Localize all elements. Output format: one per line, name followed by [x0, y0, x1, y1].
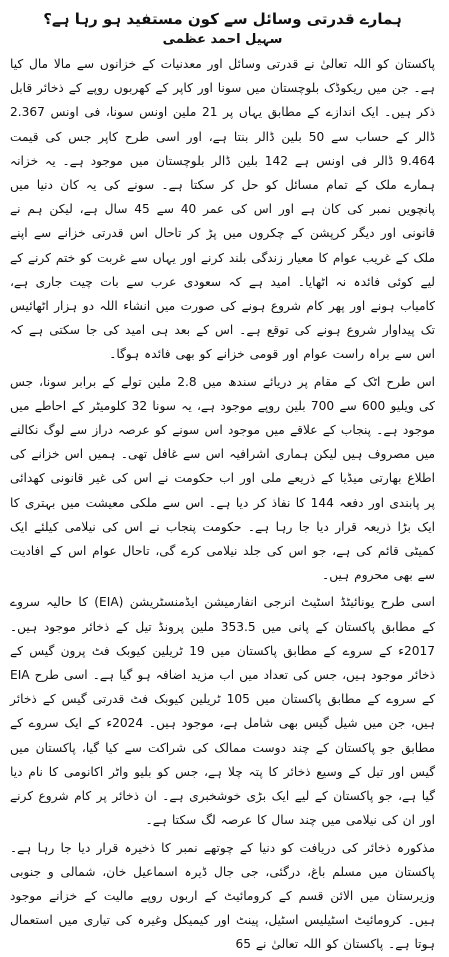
- article-paragraph: اسی طرح یونائیٹڈ اسٹیٹ انرجی انفارمیشن ایڈمنسٹریشن (EIA) کا حالیہ سروے کے مطابق پاکستان کے پانی میں 353.5 ملین پرونڈ تیل کے ذخائر موجود ہیں۔ 2017ء کے سروے کے مطابق پاکستان میں 19 ٹریلین کیوبک فٹ پرون گیس کے ذخائر موجود ہیں، جس کی تعداد میں اب مزید اضافہ ہو گیا ہے۔ اسی طرح EIA کے سروے کے مطابق پاکستان میں 105 ٹریلین کیوبک فٹ قدرتی گیس کے ذخائر ہیں، جن میں شیل گیس بھی شامل ہے، موجود ہیں۔ 2024ء کے ایک سروے کے مطابق جو پاکستان کے چند دوست ممالک کی شراکت سے کیا گیا، پاکستان میں گیس اور تیل کے وسیع ذخائر کا پتہ چلا ہے، جس کو بلیو واٹر اکانومی کا نام دیا گیا ہے، جو پاکستان کے لیے ایک بڑی خوشخبری ہے۔ ان ذخائر پر کام شروع کرنے اور ان کی نیلامی میں چند سال کا عرصہ لگ سکتا ہے۔: [10, 595, 436, 828]
- article-title: ہمارے قدرتی وسائل سے کون مستفید ہو رہا ہے؟: [43, 10, 402, 28]
- article-paragraph: مذکورہ ذخائر کی دریافت کو دنیا کے چوتھے نمبر کا ذخیرہ قرار دیا جا رہا ہے۔ پاکستان میں مسلم باغ، درگئی، جی جال ڈیرہ اسماعیل خان، شمالی و جنوبی وزیرستان میں الائن قسم کے کرومائیٹ کے اربوں روپے مالیت کے خزانے موجود ہیں۔ کرومائیٹ اسٹیلیس اسٹیل، پینٹ اور کیمیکل وغیرہ کی تیاری میں استعمال ہوتا ہے۔ پاکستان کو اللہ تعالیٰ نے 65: [10, 840, 435, 952]
- article-paragraph: اس طرح اٹک کے مقام پر دریائے سندھ میں 2.8 ملین تولے کے برابر سونا، جس کی ویلیو 600 سے 700 بلین روپے موجود ہے، یہ سونا 32 کلومیٹر کے احاطے میں موجود ہے۔ پنجاب کے علاقے میں موجود اس سونے کو عرصہ دراز سے لوگ نکالنے میں مصروف ہیں لیکن ہماری اشرافیہ اس سے غافل تھی۔ ہمیں اس خزانے کی اطلاع بھارتی میڈیا کے ذریعے ملی اور اب حکومت نے اس کی غیر قانونی کھدائی پر پابندی اور دفعہ 144 کا نفاذ کر دیا ہے۔ اس سے ملکی معیشت میں بہتری کا ایک بڑا ذریعہ قرار دیا جا رہا ہے۔ حکومت پنجاب نے اس کی نیلامی کیلئے ایک کمیٹی قائم کی ہے، جو اس کی جلد نیلامی کرے گی، تاحال عوام اس کے افادیت سے بھی محروم ہیں۔: [10, 374, 435, 583]
- article-paragraph: پاکستان کو اللہ تعالیٰ نے قدرتی وسائل اور معدنیات کے خزانوں سے مالا مال کیا ہے۔ جن میں ریکوڈک بلوچستان میں سونا اور کاپر کے کھربوں روپے کے ذخائر قابل ذکر ہیں۔ ایک اندازے کے مطابق یہاں پر 21 ملین اونس سونا، فی اونس 2.367 ڈالر کے حساب سے 50 بلین ڈالر بنتا ہے، اور اسی طرح کاپر جس کی قیمت 9.464 ڈالر فی اونس ہے 142 بلین ڈالر بلوچستان میں موجود ہے۔ یہ خزانہ ہمارے ملک کے تمام مسائل کو حل کر سکتا ہے۔ سونے کی یہ کان دنیا میں پانچویں نمبر کی کان ہے اور اس کی عمر 40 سے 45 سال ہے، لیکن ہم نے قانونی اور دیگر کرپشن کے چکروں میں پڑ کر تاحال اس قدرتی خزانے سے اپنے ملک کے غریب عوام کا معیار زندگی بلند کرنے اور یہاں سے غربت کو ختم کرنے کے لیے کوئی فائدہ نہ اٹھایا۔ امید ہے کہ سعودی عرب سے بات چیت جاری ہے، کامیاب ہونے اور پھر کام شروع ہونے کی صورت میں انشاء اللہ دو ہزار اٹھائیس تک پیداوار شروع ہونے کی توقع ہے۔ اس کے بعد ہی امید کی جا سکتی ہے کہ اس سے براہ راست عوام اور قومی خزانے کو بھی فائدہ ہوگا۔: [10, 57, 436, 362]
- article-author: سہیل احمد عظمی: [162, 32, 283, 47]
- article-body: [10, 52, 435, 957]
